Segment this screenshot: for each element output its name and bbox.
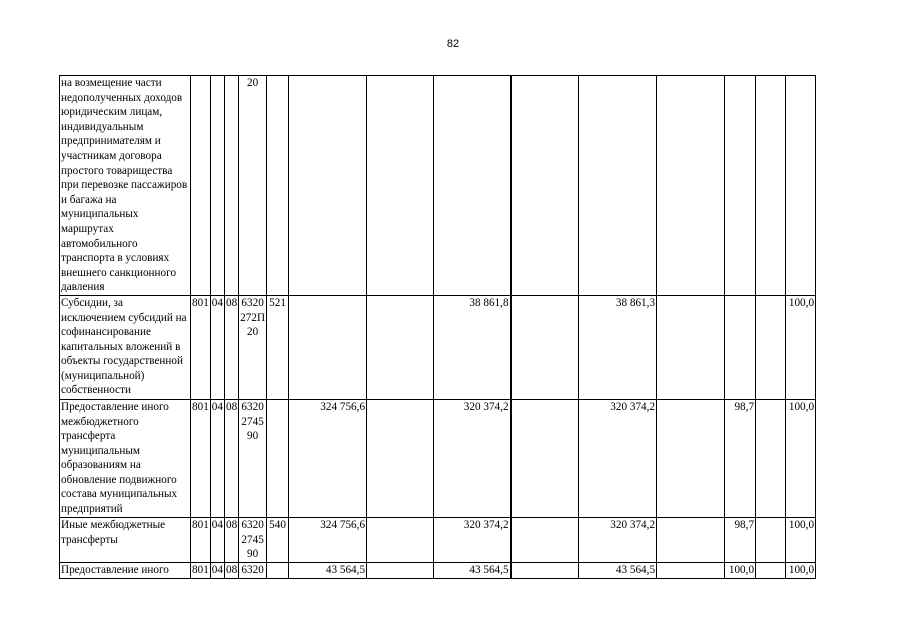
value-cell-6 — [657, 517, 725, 562]
row-name-cell: Иные межбюджетные трансферты — [60, 517, 191, 562]
subsection-code-cell — [224, 76, 238, 296]
value-cell-9: 100,0 — [786, 517, 816, 562]
value-cell-4 — [511, 399, 579, 517]
target-article-cell — [239, 76, 267, 296]
row-name-cell: Субсидии, за исключением субсидий на софинансирование капитальных вложений в объекты государственной (муниципальной) собственности — [60, 295, 191, 399]
ministry-code-cell: 801 — [191, 295, 211, 399]
target-article-cell — [239, 517, 267, 562]
row-name-cell: Предоставление иного — [60, 562, 191, 578]
expense-type-cell — [267, 399, 289, 517]
target-article-line: 6320 — [241, 563, 264, 576]
section-code-cell: 04 — [210, 517, 224, 562]
target-article-line: 6320 — [241, 296, 264, 309]
subsection-code-cell: 08 — [224, 295, 238, 399]
value-cell-1 — [289, 76, 367, 296]
value-cell-7: 98,7 — [725, 399, 756, 517]
table-row — [60, 399, 816, 517]
value-cell-5: 43 564,5 — [579, 562, 657, 578]
ministry-code-cell: 801 — [191, 562, 211, 578]
target-article-line: 20 — [247, 77, 259, 89]
value-cell-8 — [756, 562, 786, 578]
target-article-cell — [239, 399, 267, 517]
expense-type-cell — [267, 562, 289, 578]
value-cell-1: 324 756,6 — [289, 517, 367, 562]
value-cell-2 — [367, 562, 434, 578]
target-article-line: 20 — [247, 326, 259, 339]
table-row — [60, 295, 816, 399]
value-cell-8 — [756, 399, 786, 517]
target-article-line: 6320 — [241, 518, 264, 531]
value-cell-5: 320 374,2 — [579, 517, 657, 562]
section-code-cell: 04 — [210, 562, 224, 578]
subsection-code-cell: 08 — [224, 562, 238, 578]
row-name-cell: Предоставление иного межбюджетного трансферта муниципальным образованиям на обновление подвижного состава муниципальных предприятий — [60, 399, 191, 517]
target-article-line: 272П — [240, 311, 266, 324]
value-cell-5: 320 374,2 — [579, 399, 657, 517]
value-cell-4 — [511, 295, 579, 399]
target-article-cell — [239, 295, 267, 399]
ministry-code-cell — [191, 76, 211, 296]
value-cell-5: 38 861,3 — [579, 295, 657, 399]
value-cell-9: 100,0 — [786, 399, 816, 517]
value-cell-6 — [657, 76, 725, 296]
value-cell-4 — [511, 517, 579, 562]
value-cell-8 — [756, 76, 786, 296]
value-cell-9: 100,0 — [786, 562, 816, 578]
value-cell-7: 98,7 — [725, 517, 756, 562]
value-cell-8 — [756, 295, 786, 399]
value-cell-1 — [289, 295, 367, 399]
value-cell-8 — [756, 517, 786, 562]
value-cell-5 — [579, 76, 657, 296]
target-article-line: 2745 — [241, 415, 264, 428]
section-code-cell — [210, 76, 224, 296]
ministry-code-cell: 801 — [191, 399, 211, 517]
ministry-code-cell: 801 — [191, 517, 211, 562]
section-code-cell: 04 — [210, 295, 224, 399]
target-article-line: 2745 — [241, 533, 264, 546]
page-number: 82 — [446, 38, 460, 50]
value-cell-7: 100,0 — [725, 562, 756, 578]
expense-type-cell: 540 — [267, 517, 289, 562]
expense-type-cell — [267, 76, 289, 296]
subsection-code-cell: 08 — [224, 517, 238, 562]
value-cell-3: 320 374,2 — [434, 517, 511, 562]
value-cell-3: 43 564,5 — [434, 562, 511, 578]
value-cell-2 — [367, 517, 434, 562]
table-row — [60, 562, 816, 578]
value-cell-7 — [725, 295, 756, 399]
value-cell-1: 324 756,6 — [289, 399, 367, 517]
value-cell-4 — [511, 562, 579, 578]
value-cell-2 — [367, 399, 434, 517]
value-cell-2 — [367, 76, 434, 296]
budget-execution-table — [59, 75, 816, 579]
value-cell-9 — [786, 76, 816, 296]
target-article-cell — [239, 562, 267, 578]
section-code-cell: 04 — [210, 399, 224, 517]
value-cell-4 — [511, 76, 579, 296]
value-cell-6 — [657, 562, 725, 578]
table-row — [60, 76, 816, 296]
value-cell-7 — [725, 76, 756, 296]
value-cell-3: 38 861,8 — [434, 295, 511, 399]
row-name-cell: на возмещение части недополученных доходов юридическим лицам, индивидуальным предпринимателям и участникам договора простого товарищества при перевозке пассажиров и багажа на муниципальных маршрутах автомобильного транспорта в условиях внешнего санкционного давления — [60, 76, 191, 296]
value-cell-1: 43 564,5 — [289, 562, 367, 578]
value-cell-3 — [434, 76, 511, 296]
target-article-line: 6320 — [241, 400, 264, 413]
value-cell-6 — [657, 295, 725, 399]
expense-type-cell: 521 — [267, 295, 289, 399]
target-article-line: 90 — [247, 430, 259, 443]
value-cell-6 — [657, 399, 725, 517]
value-cell-2 — [367, 295, 434, 399]
value-cell-3: 320 374,2 — [434, 399, 511, 517]
table-row — [60, 517, 816, 562]
target-article-line: 90 — [247, 548, 259, 561]
value-cell-9: 100,0 — [786, 295, 816, 399]
subsection-code-cell: 08 — [224, 399, 238, 517]
